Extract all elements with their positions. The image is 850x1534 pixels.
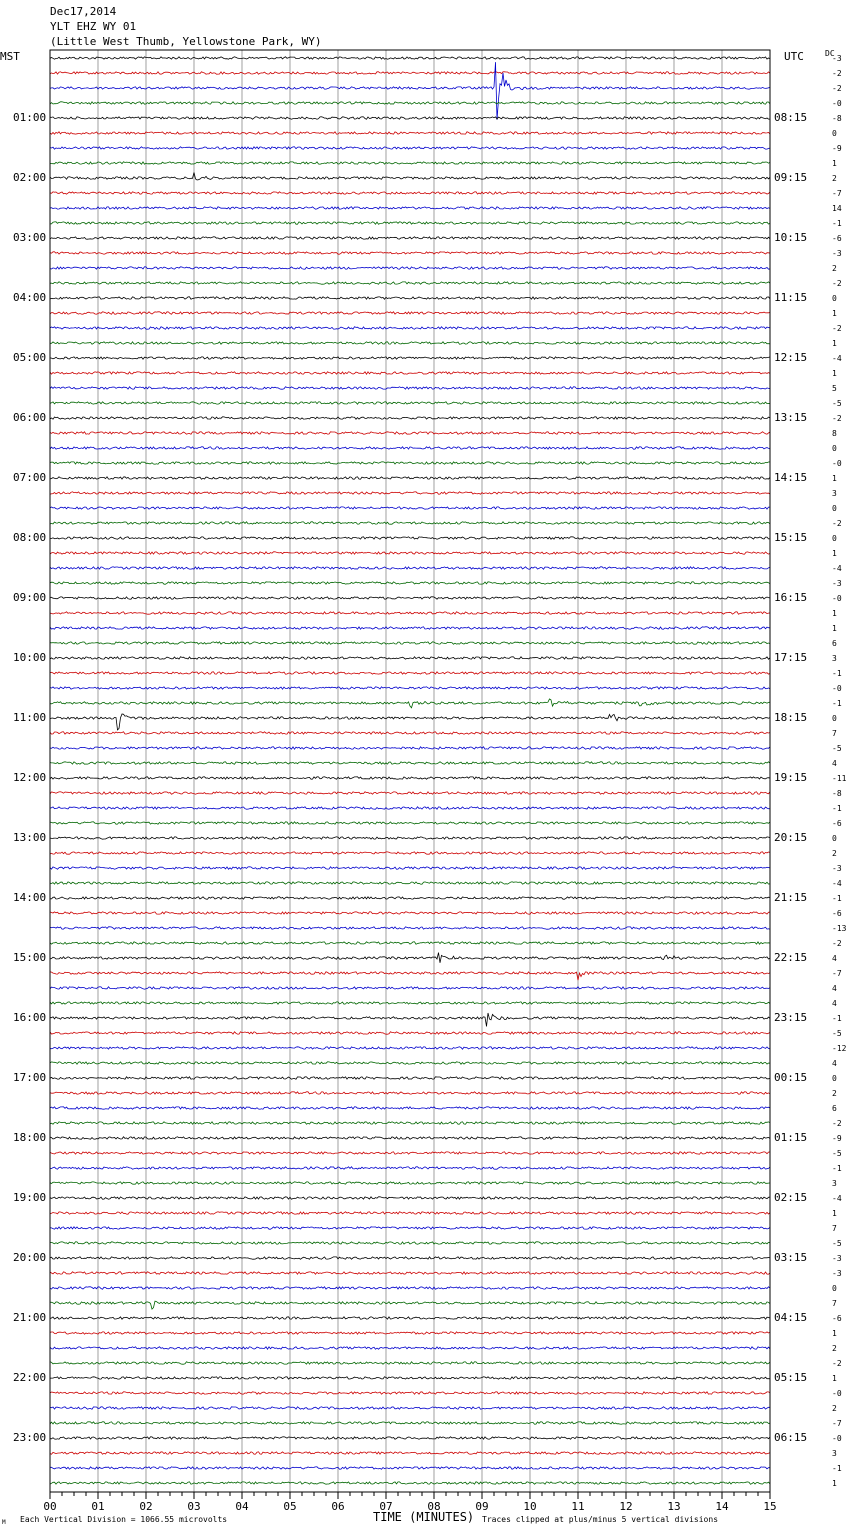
x-tick-label: 05 — [283, 1500, 297, 1513]
dc-offset-label: 1 — [832, 609, 837, 618]
trace-line — [50, 987, 770, 989]
trace-line — [50, 402, 770, 404]
dc-offset-label: -0 — [832, 459, 842, 468]
dc-offset-label: 0 — [832, 714, 837, 723]
right-hour-label: 22:15 — [774, 951, 808, 964]
dc-offset-label: -0 — [832, 594, 842, 603]
trace-line — [50, 1422, 770, 1424]
x-tick-label: 01 — [91, 1500, 105, 1513]
trace-line — [50, 822, 770, 824]
dc-offset-label: -5 — [832, 1239, 842, 1248]
trace-line — [50, 807, 770, 809]
left-hour-label: 04:00 — [13, 291, 47, 304]
dc-offset-label: -7 — [832, 189, 842, 198]
x-tick-label: 04 — [235, 1500, 249, 1513]
trace-line — [50, 522, 770, 524]
trace-line — [50, 507, 770, 509]
right-hour-label: 04:15 — [774, 1311, 808, 1324]
trace-line — [50, 327, 770, 329]
right-hour-label: 12:15 — [774, 351, 808, 364]
dc-offset-label: -9 — [832, 1134, 842, 1143]
trace-line — [50, 57, 770, 59]
dc-offset-label: 0 — [832, 1284, 837, 1293]
trace-line — [50, 1122, 770, 1124]
trace-line — [50, 642, 770, 644]
header-station: YLT EHZ WY 01 — [50, 20, 137, 33]
left-hour-label: 15:00 — [13, 951, 47, 964]
trace-line — [50, 537, 770, 539]
dc-offset-label: 1 — [832, 159, 837, 168]
right-hour-label: 13:15 — [774, 411, 808, 424]
dc-offset-label: -7 — [832, 969, 842, 978]
left-hour-label: 08:00 — [13, 531, 47, 544]
trace-line — [50, 1092, 770, 1094]
trace-line — [50, 1167, 770, 1169]
trace-line — [50, 132, 770, 134]
x-tick-label: 08 — [427, 1500, 441, 1513]
right-hour-label: 06:15 — [774, 1431, 808, 1444]
dc-offset-label: -3 — [832, 54, 842, 63]
dc-offset-label: -5 — [832, 744, 842, 753]
x-tick-label: 12 — [619, 1500, 633, 1513]
dc-offset-label: -13 — [832, 924, 847, 933]
x-tick-label: 10 — [523, 1500, 537, 1513]
trace-line — [50, 1332, 770, 1334]
trace-line — [50, 1407, 770, 1409]
dc-offset-label: 0 — [832, 294, 837, 303]
trace-line — [50, 1467, 770, 1469]
dc-offset-label: -1 — [832, 894, 842, 903]
trace-line — [50, 237, 770, 239]
right-hour-label: 19:15 — [774, 771, 808, 784]
dc-offset-label: -6 — [832, 234, 842, 243]
right-hour-label: 08:15 — [774, 111, 808, 124]
dc-offset-label: 1 — [832, 624, 837, 633]
dc-offset-label: 1 — [832, 369, 837, 378]
clip-note: Traces clipped at plus/minus 5 vertical divisions — [482, 1515, 719, 1524]
dc-header-label: DC — [825, 49, 835, 58]
trace-line — [50, 1347, 770, 1349]
x-tick-label: 02 — [139, 1500, 153, 1513]
right-hour-label: 10:15 — [774, 231, 808, 244]
left-hour-label: 06:00 — [13, 411, 47, 424]
left-timezone-label: MST — [0, 50, 20, 63]
trace-line — [50, 417, 770, 419]
dc-offset-label: 0 — [832, 129, 837, 138]
dc-offset-label: -9 — [832, 144, 842, 153]
dc-offset-label: -0 — [832, 1434, 842, 1443]
trace-line — [50, 897, 770, 899]
trace-line — [50, 1362, 770, 1364]
right-hour-label: 16:15 — [774, 591, 808, 604]
dc-offset-label: 2 — [832, 174, 837, 183]
right-hour-label: 00:15 — [774, 1071, 808, 1084]
dc-offset-label: 4 — [832, 984, 837, 993]
trace-line — [50, 282, 770, 284]
trace-line — [50, 657, 770, 659]
trace-line — [50, 447, 770, 449]
trace-line — [50, 1227, 770, 1229]
x-axis-title: TIME (MINUTES) — [373, 1510, 475, 1524]
left-hour-label: 07:00 — [13, 471, 47, 484]
dc-offset-label: -0 — [832, 99, 842, 108]
x-tick-label: 06 — [331, 1500, 345, 1513]
trace-line — [50, 732, 770, 734]
dc-offset-label: -2 — [832, 279, 842, 288]
trace-line — [50, 252, 770, 254]
trace-line — [50, 297, 770, 299]
trace-line — [50, 942, 770, 944]
left-hour-label: 20:00 — [13, 1251, 47, 1264]
dc-offset-label: -4 — [832, 879, 842, 888]
dc-offset-label: -2 — [832, 1359, 842, 1368]
dc-offset-label: -11 — [832, 774, 847, 783]
dc-offset-label: -3 — [832, 1269, 842, 1278]
dc-offset-label: 7 — [832, 1224, 837, 1233]
trace-line — [50, 552, 770, 554]
x-tick-label: 15 — [763, 1500, 777, 1513]
dc-offset-label: 2 — [832, 849, 837, 858]
trace-line — [50, 1301, 770, 1309]
dc-offset-label: -1 — [832, 1014, 842, 1023]
dc-offset-label: -4 — [832, 1194, 842, 1203]
dc-offset-label: 5 — [832, 384, 837, 393]
x-tick-label: 11 — [571, 1500, 585, 1513]
x-tick-label: 03 — [187, 1500, 201, 1513]
dc-offset-label: -2 — [832, 519, 842, 528]
dc-offset-label: 0 — [832, 534, 837, 543]
trace-line — [50, 372, 770, 374]
dc-offset-label: 3 — [832, 654, 837, 663]
seismic-traces — [50, 57, 770, 1484]
dc-offset-label: -12 — [832, 1044, 847, 1053]
left-hour-label: 01:00 — [13, 111, 47, 124]
dc-offset-label: 0 — [832, 834, 837, 843]
right-hour-label: 21:15 — [774, 891, 808, 904]
dc-offset-label: 1 — [832, 474, 837, 483]
trace-line — [50, 567, 770, 569]
trace-line — [50, 1212, 770, 1214]
dc-offset-label: -5 — [832, 1029, 842, 1038]
plot-frame — [50, 50, 770, 1492]
trace-line — [50, 342, 770, 344]
dc-offset-label: 1 — [832, 1209, 837, 1218]
trace-line — [50, 62, 770, 120]
trace-line — [50, 699, 770, 708]
left-hour-label: 10:00 — [13, 651, 47, 664]
trace-line — [50, 582, 770, 584]
trace-line — [50, 1257, 770, 1259]
dc-offset-label: 1 — [832, 1329, 837, 1338]
dc-offset-label: -1 — [832, 804, 842, 813]
dc-offset-label: -6 — [832, 1314, 842, 1323]
trace-line — [50, 1047, 770, 1049]
trace-line — [50, 72, 770, 74]
right-hour-label: 15:15 — [774, 531, 808, 544]
dc-offset-label: -5 — [832, 399, 842, 408]
dc-offset-label: -1 — [832, 1464, 842, 1473]
right-hour-label: 17:15 — [774, 651, 808, 664]
dc-offset-label: -2 — [832, 84, 842, 93]
trace-line — [50, 852, 770, 854]
trace-line — [50, 1107, 770, 1109]
dc-offset-label: 3 — [832, 1449, 837, 1458]
trace-line — [50, 672, 770, 674]
trace-line — [50, 432, 770, 434]
dc-offset-label: -2 — [832, 69, 842, 78]
trace-line — [50, 912, 770, 914]
dc-offset-label: 2 — [832, 1344, 837, 1353]
dc-offset-label: 1 — [832, 1374, 837, 1383]
dc-offset-label: 4 — [832, 1059, 837, 1068]
dc-offset-label: -0 — [832, 1389, 842, 1398]
right-hour-label: 18:15 — [774, 711, 808, 724]
trace-line — [50, 1452, 770, 1454]
left-hour-label: 23:00 — [13, 1431, 47, 1444]
trace-line — [50, 117, 770, 119]
dc-offset-label: 2 — [832, 1089, 837, 1098]
dc-offset-label: -0 — [832, 684, 842, 693]
trace-line — [50, 477, 770, 479]
plot-grid — [98, 50, 722, 1492]
dc-offset-label: 4 — [832, 759, 837, 768]
dc-offset-label: 7 — [832, 729, 837, 738]
trace-line — [50, 222, 770, 224]
left-hour-label: 19:00 — [13, 1191, 47, 1204]
left-hour-label: 11:00 — [13, 711, 47, 724]
dc-offset-label: -8 — [832, 789, 842, 798]
right-hour-label: 20:15 — [774, 831, 808, 844]
x-tick-label: 13 — [667, 1500, 681, 1513]
trace-line — [50, 1287, 770, 1289]
dc-offset-label: -3 — [832, 864, 842, 873]
trace-line — [50, 1032, 770, 1034]
left-hour-label: 09:00 — [13, 591, 47, 604]
trace-line — [50, 927, 770, 929]
trace-line — [50, 953, 770, 963]
dc-offset-label: 0 — [832, 1074, 837, 1083]
dc-offset-label: -8 — [832, 114, 842, 123]
trace-line — [50, 387, 770, 389]
right-hour-label: 01:15 — [774, 1131, 808, 1144]
dc-offset-label: -1 — [832, 699, 842, 708]
trace-line — [50, 687, 770, 689]
dc-offset-label: -2 — [832, 414, 842, 423]
trace-line — [50, 867, 770, 869]
dc-offset-label: 2 — [832, 264, 837, 273]
trace-line — [50, 972, 770, 980]
dc-offset-label: 1 — [832, 309, 837, 318]
trace-line — [50, 1152, 770, 1154]
dc-offset-label: 3 — [832, 1179, 837, 1188]
header-location: (Little West Thumb, Yellowstone Park, WY) — [50, 35, 322, 48]
trace-line — [50, 207, 770, 209]
x-tick-label: 14 — [715, 1500, 729, 1513]
left-hour-label: 17:00 — [13, 1071, 47, 1084]
dc-offset-label: 1 — [832, 1479, 837, 1488]
trace-line — [50, 147, 770, 149]
dc-offset-label: 1 — [832, 339, 837, 348]
trace-line — [50, 1242, 770, 1244]
trace-line — [50, 1197, 770, 1199]
trace-line — [50, 1013, 770, 1026]
dc-offset-label: 6 — [832, 639, 837, 648]
scale-note: Each Vertical Division = 1066.55 microvolts — [20, 1515, 228, 1524]
trace-line — [50, 192, 770, 194]
trace-line — [50, 1437, 770, 1439]
left-hour-label: 21:00 — [13, 1311, 47, 1324]
dc-offset-label: 4 — [832, 954, 837, 963]
dc-offset-label: -2 — [832, 939, 842, 948]
left-hour-label: 12:00 — [13, 771, 47, 784]
trace-line — [50, 612, 770, 614]
dc-offset-label: 14 — [832, 204, 842, 213]
trace-line — [50, 492, 770, 494]
trace-line — [50, 1182, 770, 1184]
trace-line — [50, 162, 770, 164]
header-date: Dec17,2014 — [50, 5, 117, 18]
dc-offset-label: -4 — [832, 564, 842, 573]
left-hour-label: 02:00 — [13, 171, 47, 184]
left-hour-label: 14:00 — [13, 891, 47, 904]
dc-offset-label: 6 — [832, 1104, 837, 1113]
trace-line — [50, 1062, 770, 1064]
trace-line — [50, 597, 770, 599]
dc-offset-label: -6 — [832, 909, 842, 918]
trace-line — [50, 312, 770, 314]
dc-offset-label: -3 — [832, 1254, 842, 1263]
trace-line — [50, 462, 770, 464]
left-hour-label: 18:00 — [13, 1131, 47, 1144]
dc-offset-label: 0 — [832, 444, 837, 453]
x-tick-label: 07 — [379, 1500, 393, 1513]
trace-line — [50, 792, 770, 794]
dc-offset-label: -1 — [832, 219, 842, 228]
dc-offset-label: -5 — [832, 1149, 842, 1158]
right-timezone-label: UTC — [784, 50, 804, 63]
dc-offset-label: -1 — [832, 669, 842, 678]
left-hour-label: 05:00 — [13, 351, 47, 364]
trace-line — [50, 714, 770, 730]
trace-line — [50, 1377, 770, 1379]
trace-line — [50, 627, 770, 629]
trace-line — [50, 357, 770, 359]
dc-offset-label: 1 — [832, 549, 837, 558]
dc-offset-label: -3 — [832, 579, 842, 588]
trace-line — [50, 777, 770, 779]
dc-offset-label: -3 — [832, 249, 842, 258]
right-hour-label: 23:15 — [774, 1011, 808, 1024]
dc-offset-label: 0 — [832, 504, 837, 513]
dc-offset-label: 4 — [832, 999, 837, 1008]
trace-line — [50, 1392, 770, 1394]
trace-line — [50, 1077, 770, 1079]
right-hour-label: 11:15 — [774, 291, 808, 304]
dc-offset-label: 8 — [832, 429, 837, 438]
right-hour-label: 14:15 — [774, 471, 808, 484]
corner-mark: M — [2, 1519, 6, 1526]
trace-line — [50, 102, 770, 104]
left-hour-label: 13:00 — [13, 831, 47, 844]
dc-offset-label: -6 — [832, 819, 842, 828]
trace-line — [50, 1002, 770, 1004]
trace-line — [50, 1137, 770, 1139]
right-hour-label: 02:15 — [774, 1191, 808, 1204]
dc-offset-label: -2 — [832, 324, 842, 333]
dc-offset-label: 3 — [832, 489, 837, 498]
trace-line — [50, 882, 770, 884]
right-hour-label: 09:15 — [774, 171, 808, 184]
dc-offset-label: 2 — [832, 1404, 837, 1413]
x-tick-label: 00 — [43, 1500, 57, 1513]
left-hour-label: 16:00 — [13, 1011, 47, 1024]
trace-line — [50, 173, 770, 181]
right-hour-label: 05:15 — [774, 1371, 808, 1384]
left-hour-label: 22:00 — [13, 1371, 47, 1384]
right-hour-label: 03:15 — [774, 1251, 808, 1264]
trace-line — [50, 747, 770, 749]
trace-line — [50, 1272, 770, 1274]
dc-offset-label: -4 — [832, 354, 842, 363]
dc-offset-label: 7 — [832, 1299, 837, 1308]
trace-line — [50, 1482, 770, 1484]
trace-line — [50, 837, 770, 839]
x-tick-label: 09 — [475, 1500, 489, 1513]
trace-line — [50, 267, 770, 269]
dc-offset-label: -1 — [832, 1164, 842, 1173]
dc-offset-label: -2 — [832, 1119, 842, 1128]
left-hour-label: 03:00 — [13, 231, 47, 244]
trace-line — [50, 1317, 770, 1319]
trace-line — [50, 762, 770, 764]
dc-offset-label: -7 — [832, 1419, 842, 1428]
